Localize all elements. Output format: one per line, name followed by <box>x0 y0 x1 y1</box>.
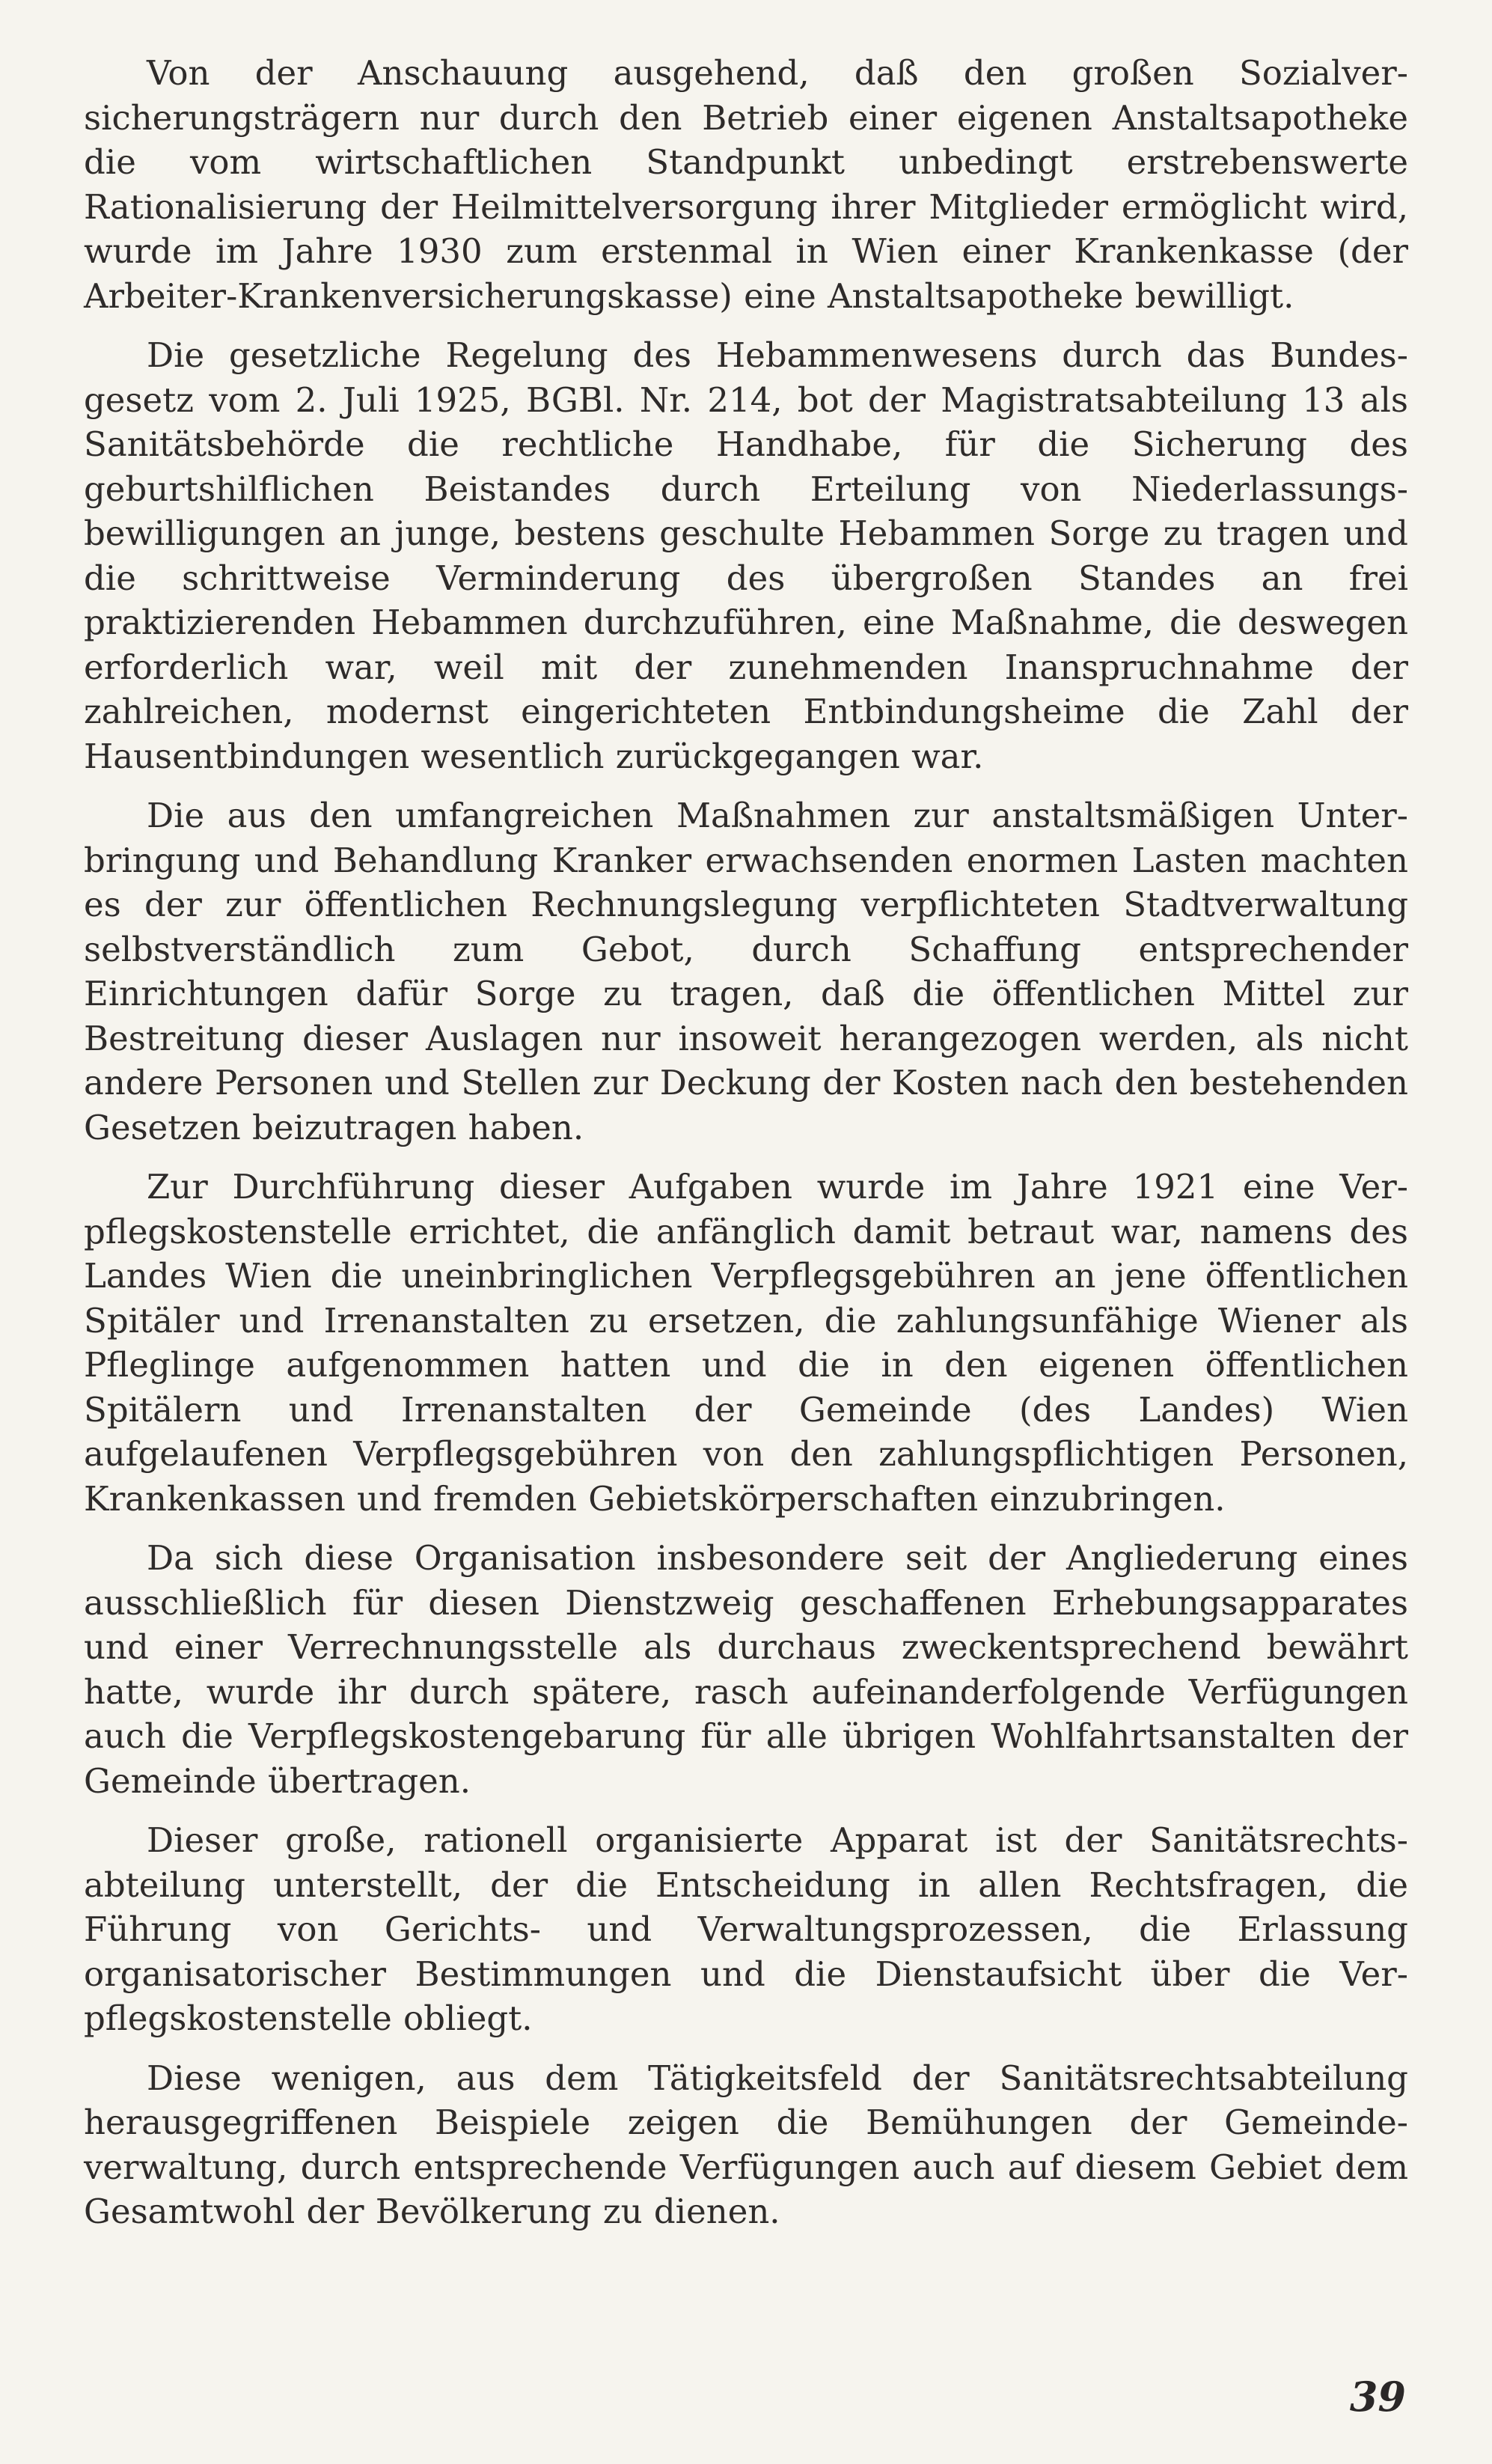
paragraph-1: Von der Anschauung ausgehend, daß den großen Sozialversicherungsträgern nur durch den Betrieb einer eigenen Anstaltsapotheke die vom wirtschaftlichen Standpunkt unbedingt erstrebenswerte Rationalisierung der Heilmittelversorgung ihrer Mitglieder ermöglicht wird, wurde im Jahre 1930 zum erstenmal in Wien einer Krankenkasse (der Arbeiter-Krankenversicherungskasse) eine Anstaltsapotheke bewilligt. <box>84 53 1408 316</box>
paragraph-4: Zur Durchführung dieser Aufgaben wurde im Jahre 1921 eine Verpflegskostenstelle errichtet, die anfänglich damit betraut war, namens des Landes Wien die uneinbringlichen Verpflegsgebühren an jene öffentlichen Spitäler und Irrenanstalten zu ersetzen, die zahlungsunfähige Wiener als Pfleglinge aufgenommen hatten und die in den eigenen öffentlichen Spitälern und Irrenanstalten der Gemeinde (des Landes) Wien aufgelaufenen Verpflegsgebühren von den zahlungspflichtigen Personen, Krankenkassen und fremden Gebietskörperschaften einzubringen. <box>84 1167 1408 1519</box>
paragraph-7: Diese wenigen, aus dem Tätigkeitsfeld der Sanitätsrechtsabteilung herausgegriffenen Beispiele zeigen die Bemühungen der Gemeindeverwaltung, durch entsprechende Verfügungen auch auf diesem Gebiet dem Gesamtwohl der Bevölkerung zu dienen. <box>84 2058 1408 2231</box>
page-number: 39 <box>1349 2373 1406 2421</box>
paragraph-3: Die aus den umfangreichen Maßnahmen zur anstaltsmäßigen Unterbringung und Behandlung Kranker erwachsenden enormen Lasten machten es der zur öffentlichen Rechnungslegung verpflichteten Stadtverwaltung selbstverständlich zum Gebot, durch Schaffung entsprechender Einrichtungen dafür Sorge zu tragen, daß die öffentlichen Mittel zur Bestreitung dieser Auslagen nur insoweit herangezogen werden, als nicht andere Personen und Stellen zur Deckung der Kosten nach den bestehenden Gesetzen beizutragen haben. <box>84 796 1408 1147</box>
paragraph-2: Die gesetzliche Regelung des Hebammenwesens durch das Bundesgesetz vom 2. Juli 1925, BGBl. Nr. 214, bot der Magistratsabteilung 13 als Sanitätsbehörde die rechtliche Handhabe, für die Sicherung des geburtshilflichen Beistandes durch Erteilung von Niederlassungsbewilligungen an junge, bestens geschulte Hebammen Sorge zu tragen und die schrittweise Verminderung des übergroßen Standes an frei praktizierenden Hebammen durchzuführen, eine Maßnahme, die deswegen erforderlich war, weil mit der zunehmenden Inanspruchnahme der zahlreichen, modernst eingerichteten Entbindungsheime die Zahl der Hausentbindungen wesentlich zurückgegangen war. <box>84 335 1408 776</box>
paragraph-6: Dieser große, rationell organisierte Apparat ist der Sanitätsrechtsabteilung unterstellt, der die Entscheidung in allen Rechtsfragen, die Führung von Gerichts- und Verwaltungsprozessen, die Erlassung organisatorischer Bestimmungen und die Dienstaufsicht über die Verpflegskostenstelle obliegt. <box>84 1820 1408 2038</box>
paragraph-5: Da sich diese Organisation insbesondere seit der Angliederung eines ausschließlich für diesen Dienstzweig geschaffenen Erhebungsapparates und einer Verrechnungsstelle als durchaus zweckentsprechend bewährt hatte, wurde ihr durch spätere, rasch aufeinanderfolgende Verfügungen auch die Verpflegskostengebarung für alle übrigen Wohlfahrtsanstalten der Gemeinde übertragen. <box>84 1538 1408 1801</box>
body-text <box>84 51 1408 2249</box>
